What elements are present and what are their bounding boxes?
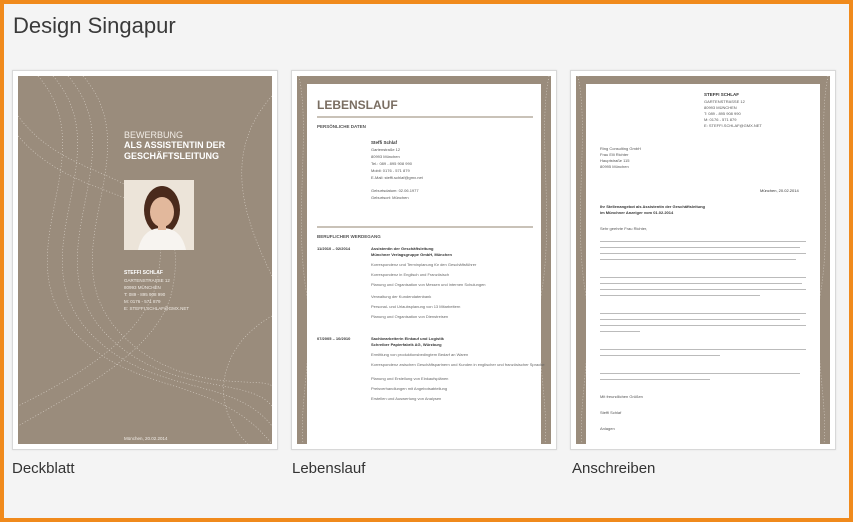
cv-job1-date: 11/2010 – 02/2014	[317, 246, 351, 251]
letter-sender-5: M: 0176 - 571 879	[704, 117, 737, 122]
card-deckblatt[interactable]	[12, 70, 278, 450]
cv-person-4: Tel.: 089 - 895 908 990	[371, 161, 412, 166]
letter-sender-1: STEFFI SCHLAF	[704, 92, 739, 97]
letter-salutation: Sehr geehrte Frau Richter,	[600, 226, 648, 231]
letter-subject-1: Ihr Stellenangebot als Assistentin der Geschäftsleitung	[600, 204, 705, 209]
letter-body-line	[600, 349, 806, 350]
cv-page	[297, 76, 551, 444]
letter-sender-3: 80993 MÜNCHEN	[704, 105, 737, 110]
letter-content	[586, 84, 820, 444]
cv-job2-item: Planung und Erstellung von Einkaufsplänen	[371, 376, 449, 381]
letter-sender-2: GARTENSTRASSE 12	[704, 99, 745, 104]
cv-divider-1	[317, 116, 533, 118]
letter-body-line	[600, 277, 806, 278]
letter-body-line	[600, 331, 640, 332]
letter-body-line	[600, 241, 806, 242]
cover-address-3: T: 089 - 895 908 990	[124, 292, 166, 297]
letter-body-line	[600, 295, 760, 296]
cv-job1-company: Münchner Verlagsgruppe GmbH, München	[371, 252, 452, 257]
letter-body-line	[600, 355, 720, 356]
cv-person-3: 80993 München	[371, 154, 400, 159]
letter-body-line	[600, 247, 800, 248]
cv-job1-item: Korrespondenz in Englisch und Französisch	[371, 272, 450, 277]
cover-heading-2: ALS ASSISTENTIN DER	[124, 140, 226, 150]
card-anschreiben[interactable]	[570, 70, 836, 450]
letter-body-line	[600, 289, 806, 290]
cv-job1-item: Korrespondenz und Terminplanung für den Geschäftsführer	[371, 262, 477, 267]
letter-body-line	[600, 379, 710, 380]
cv-divider-2	[317, 226, 533, 228]
letter-recipient-4: 80995 München	[600, 164, 629, 169]
letter-body-line	[600, 259, 796, 260]
cv-person-6: E-Mail: steffi.schlaf@gmx.net	[371, 175, 423, 180]
letter-date: München, 20.02.2014	[760, 188, 799, 193]
cv-job2-item: Preisverhandlungen mit Angebotsabteilung	[371, 386, 448, 391]
letter-recipient-3: Hauptstraße 115	[600, 158, 630, 163]
cover-address-1: GARTENSTRASSE 12	[124, 278, 170, 283]
letter-attachment: Anlagen	[600, 426, 615, 431]
letter-body-line	[600, 283, 802, 284]
letter-sender-4: T: 089 - 895 908 990	[704, 111, 741, 116]
cv-job2-company: Schreiber Papierfabrik AG, Würzburg	[371, 342, 442, 347]
cv-job1-item: Planung und Organisation von Dienstreisen	[371, 314, 449, 319]
letter-recipient-2: Frau Elli Richter	[600, 152, 629, 157]
cover-footer-date: München, 20.02.2014	[124, 436, 168, 441]
cover-name: STEFFI SCHLAF	[124, 270, 163, 276]
letter-signature: Steffi Schlaf	[600, 410, 622, 415]
caption-lebenslauf[interactable]: Lebenslauf	[292, 460, 366, 477]
cv-job2-date: 07/2005 – 10/2010	[317, 336, 351, 341]
cover-heading-1: BEWERBUNG	[124, 130, 184, 140]
cv-job1-item: Personal- und Urlaubsplanung von 13 Mitarbeitern	[371, 304, 461, 309]
letter-body-line	[600, 319, 800, 320]
portrait-photo	[124, 180, 194, 250]
cv-section-career: BERUFLICHER WERDEGANG	[317, 234, 381, 239]
letter-sender-6: E: STEFFI.SCHLAF@GMX.NET	[704, 123, 762, 128]
cv-birth-2: Geburtsort: München	[371, 195, 409, 200]
cv-job2-item: Korrespondenz zwischen Geschäftspartnern und Kunden in englischer und französischer Sprache	[371, 362, 545, 367]
caption-deckblatt[interactable]: Deckblatt	[12, 460, 75, 477]
avatar	[124, 180, 194, 250]
cv-person-1: Steffi Schlaf	[371, 140, 398, 145]
cover-page	[18, 76, 272, 444]
cv-person-5: Mobil: 0176 - 571 879	[371, 168, 410, 173]
cv-job2-item: Ermittlung von produktionsbedingtem Bedarf an Waren	[371, 352, 469, 357]
card-lebenslauf[interactable]	[291, 70, 557, 450]
cv-heading: LEBENSLAUF	[317, 98, 398, 112]
letter-page	[576, 76, 830, 444]
letter-body-line	[600, 253, 806, 254]
cv-job1-item: Planung und Organisation von Messen und internen Schulungen	[371, 282, 486, 287]
cv-job2-item: Erstellen und Auswertung von Analysen	[371, 396, 442, 401]
cover-address-5: E: STEFFI.SCHLAF@GMX.NET	[124, 306, 190, 311]
letter-recipient-1: Ring Consulting GmbH	[600, 146, 641, 151]
cv-content	[307, 84, 545, 444]
letter-closing: Mit freundlichen Grüßen	[600, 394, 643, 399]
cover-heading-3: GESCHÄFTSLEITUNG	[124, 151, 220, 161]
cv-job1-item: Verwaltung der Kundendatenbank	[371, 294, 432, 299]
letter-body-line	[600, 325, 806, 326]
letter-body-line	[600, 373, 800, 374]
cv-section-personal: PERSÖNLICHE DATEN	[317, 124, 366, 129]
cv-job1-title: Assistentin der Geschäftsleitung	[371, 246, 434, 251]
letter-subject-2: im Münchner Anzeiger vom 01.02.2014	[600, 210, 674, 215]
caption-anschreiben[interactable]: Anschreiben	[572, 460, 656, 477]
cover-address-4: M: 0176 - 571 879	[124, 299, 161, 304]
page-title: Design Singapur	[13, 13, 176, 38]
letter-body-line	[600, 313, 806, 314]
cv-job2-title: Sachbearbeiterin Einkauf und Logistik	[371, 336, 444, 341]
cv-birth-1: Geburtsdatum: 02.06.1977	[371, 188, 419, 193]
cover-address-2: 80993 MÜNCHEN	[124, 285, 161, 290]
cv-person-2: Gartenstraße 12	[371, 147, 401, 152]
